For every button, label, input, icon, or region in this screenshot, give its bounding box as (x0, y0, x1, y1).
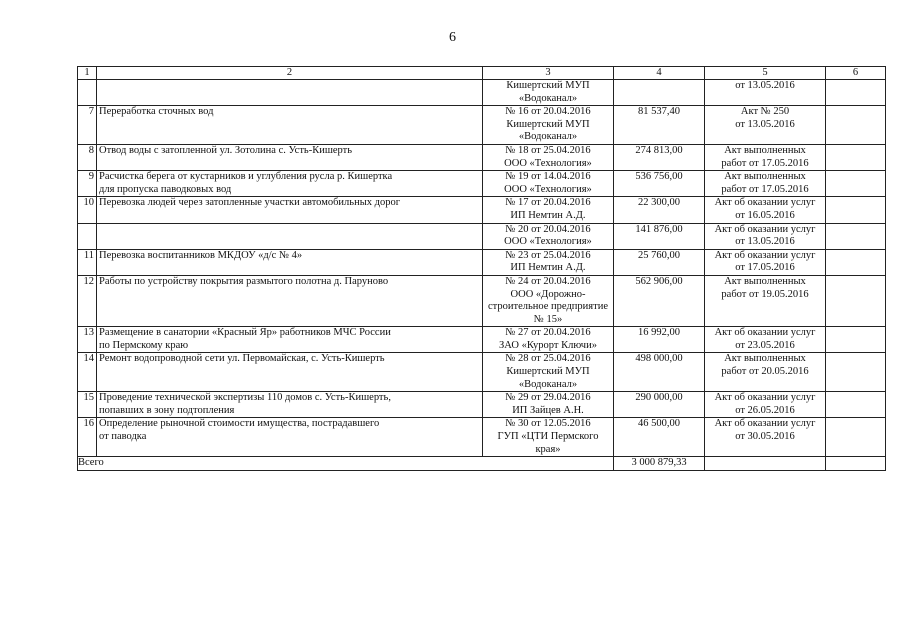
cell-line: Акт об оказании услуг (714, 249, 816, 261)
empty-cell (826, 418, 886, 457)
cell-line: Ремонт водопроводной сети ул. Первомайская, с. Усть-Кишерть (99, 353, 385, 365)
amount: 562 906,00 (614, 275, 705, 326)
work-name (97, 223, 483, 249)
row-number: 7 (78, 106, 97, 145)
cell-line: Переработка сточных вод (99, 106, 214, 118)
empty-cell (826, 275, 886, 326)
contract-details (483, 353, 614, 392)
cell-line: ООО «Технология» (504, 236, 592, 248)
work-name (97, 171, 483, 197)
cell-line: ИП Немтин А.Д. (510, 209, 586, 221)
cell-line: Определение рыночной стоимости имущества, пострадавшего (99, 418, 380, 430)
amount: 498 000,00 (614, 353, 705, 392)
act-details (705, 275, 826, 326)
contract-details (483, 327, 614, 353)
empty-cell (826, 327, 886, 353)
cell-line: «Водоканал» (518, 378, 578, 390)
cell-line: Акт об оказании услуг (714, 223, 816, 235)
table-row (78, 418, 886, 457)
empty-cell (826, 457, 886, 471)
contract-details (483, 275, 614, 326)
header-cell: 6 (826, 67, 886, 80)
amount: 25 760,00 (614, 249, 705, 275)
cell-line: № 24 от 20.04.2016 (505, 275, 591, 287)
header-cell: 1 (78, 67, 97, 80)
table-row (78, 106, 886, 145)
amount: 536 756,00 (614, 171, 705, 197)
work-name (97, 106, 483, 145)
cell-line: работ от 20.05.2016 (721, 366, 809, 378)
empty-cell (826, 106, 886, 145)
act-details (705, 392, 826, 418)
empty-cell (705, 457, 826, 471)
total-row (78, 457, 886, 471)
cell-line: Акт выполненных (724, 353, 806, 365)
table-row (78, 327, 886, 353)
amount: 16 992,00 (614, 327, 705, 353)
contract-details (483, 106, 614, 145)
cell-line: ЗАО «Курорт Ключи» (499, 339, 597, 351)
cell-line: Перевозка людей через затопленные участки автомобильных дорог (99, 197, 401, 209)
row-number: 9 (78, 171, 97, 197)
amount: 274 813,00 (614, 144, 705, 170)
amount: 22 300,00 (614, 197, 705, 223)
row-number: 8 (78, 144, 97, 170)
row-number: 12 (78, 275, 97, 326)
act-details (705, 249, 826, 275)
row-number (78, 223, 97, 249)
act-details (705, 353, 826, 392)
cell-line: работ от 17.05.2016 (721, 157, 809, 169)
cell-line: для пропуска паводковых вод (99, 183, 232, 195)
amount: 290 000,00 (614, 392, 705, 418)
cell-line: № 27 от 20.04.2016 (505, 327, 591, 339)
cell-line: ИП Немтин А.Д. (510, 262, 586, 274)
cell-line: Акт выполненных (724, 275, 806, 287)
table-row (78, 80, 886, 106)
cell-line: Акт выполненных (724, 171, 806, 183)
work-name (97, 353, 483, 392)
row-number: 13 (78, 327, 97, 353)
cell-line: Работы по устройству покрытия размытого полотна д. Паруново (99, 275, 389, 287)
cell-line: от 17.05.2016 (735, 262, 795, 274)
cell-line: Проведение технической экспертизы 110 домов с. Усть-Кишерть, (99, 392, 391, 404)
empty-cell (826, 353, 886, 392)
row-number: 14 (78, 353, 97, 392)
cell-line: № 20 от 20.04.2016 (505, 223, 591, 235)
act-details (705, 418, 826, 457)
header-cell: 4 (614, 67, 705, 80)
act-details (705, 223, 826, 249)
header-cell: 3 (483, 67, 614, 80)
amount: 141 876,00 (614, 223, 705, 249)
contract-details (483, 80, 614, 106)
contract-details (483, 223, 614, 249)
cell-line: ГУП «ЦТИ Пермского (497, 431, 599, 443)
cell-line: работ от 19.05.2016 (721, 288, 809, 300)
cell-line: ООО «Дорожно- (510, 288, 586, 300)
amount: 46 500,00 (614, 418, 705, 457)
cell-line: «Водоканал» (518, 131, 578, 143)
cell-line: ООО «Технология» (504, 183, 592, 195)
cell-line: края» (535, 443, 561, 455)
contract-details (483, 144, 614, 170)
total-amount: 3 000 879,33 (614, 457, 705, 471)
cell-line: Кишертский МУП (506, 80, 590, 91)
act-details (705, 106, 826, 145)
act-details (705, 80, 826, 106)
cell-line: работ от 17.05.2016 (721, 183, 809, 195)
cell-line: № 15» (533, 313, 563, 325)
cell-line: по Пермскому краю (99, 339, 189, 351)
cell-line: № 17 от 20.04.2016 (505, 197, 591, 209)
contract-details (483, 418, 614, 457)
cell-line: № 28 от 25.04.2016 (505, 353, 591, 365)
work-name (97, 144, 483, 170)
cell-line: от 13.05.2016 (735, 80, 795, 91)
cell-line: № 30 от 12.05.2016 (505, 418, 591, 430)
empty-cell (826, 197, 886, 223)
row-number: 15 (78, 392, 97, 418)
cell-line: Расчистка берега от кустарников и углубления русла р. Кишертка (99, 171, 393, 183)
page-number: 6 (449, 30, 456, 45)
contract-details (483, 392, 614, 418)
empty-cell (826, 171, 886, 197)
cell-line: Акт об оказании услуг (714, 418, 816, 430)
work-name (97, 80, 483, 106)
cell-line: от 26.05.2016 (735, 404, 795, 416)
table-row (78, 197, 886, 223)
cell-line: от 13.05.2016 (735, 118, 795, 130)
act-details (705, 171, 826, 197)
cell-line: № 16 от 20.04.2016 (505, 106, 591, 118)
cell-line: Акт выполненных (724, 144, 806, 156)
contract-details (483, 171, 614, 197)
amount: 81 537,40 (614, 106, 705, 145)
cell-line: строительное предприятие (488, 301, 608, 313)
empty-cell (826, 392, 886, 418)
cell-line: от 30.05.2016 (735, 431, 795, 443)
table-row (78, 249, 886, 275)
cell-line: Отвод воды с затопленной ул. Зотолина с. Усть-Кишерть (99, 144, 353, 156)
cell-line: Акт об оказании услуг (714, 327, 816, 339)
cell-line: ООО «Технология» (504, 157, 592, 169)
table-row (78, 223, 886, 249)
empty-cell (826, 249, 886, 275)
act-details (705, 197, 826, 223)
cell-line: ИП Зайцев А.Н. (512, 404, 584, 416)
table-row (78, 144, 886, 170)
cell-line: № 19 от 14.04.2016 (505, 171, 591, 183)
contract-details (483, 249, 614, 275)
cell-line: № 18 от 25.04.2016 (505, 144, 591, 156)
amount (614, 80, 705, 106)
cell-line: от 13.05.2016 (735, 236, 795, 248)
work-name (97, 197, 483, 223)
header-cell: 2 (97, 67, 483, 80)
expenses-table (77, 66, 886, 471)
cell-line: Кишертский МУП (506, 366, 590, 378)
cell-line: Кишертский МУП (506, 118, 590, 130)
work-name (97, 392, 483, 418)
row-number: 10 (78, 197, 97, 223)
work-name (97, 275, 483, 326)
row-number (78, 80, 97, 106)
cell-line: от 23.05.2016 (735, 339, 795, 351)
contract-details (483, 197, 614, 223)
cell-line: попавших в зону подтопления (99, 404, 235, 416)
empty-cell (826, 223, 886, 249)
cell-line: № 23 от 25.04.2016 (505, 249, 591, 261)
header-row (78, 67, 886, 80)
cell-line: № 29 от 29.04.2016 (505, 392, 591, 404)
cell-line: «Водоканал» (518, 92, 578, 104)
table-row (78, 275, 886, 326)
cell-line: Акт № 250 (740, 106, 790, 118)
cell-line: Акт об оказании услуг (714, 197, 816, 209)
table-row (78, 392, 886, 418)
work-name (97, 249, 483, 275)
total-label: Всего (78, 457, 614, 471)
row-number: 16 (78, 418, 97, 457)
act-details (705, 144, 826, 170)
work-name (97, 327, 483, 353)
cell-line: Перевозка воспитанников МКДОУ «д/с № 4» (99, 249, 303, 261)
table-row (78, 353, 886, 392)
work-name (97, 418, 483, 457)
cell-line: от 16.05.2016 (735, 209, 795, 221)
header-cell: 5 (705, 67, 826, 80)
empty-cell (826, 144, 886, 170)
table-row (78, 171, 886, 197)
empty-cell (826, 80, 886, 106)
cell-line: от паводка (99, 431, 147, 443)
row-number: 11 (78, 249, 97, 275)
cell-line: Акт об оказании услуг (714, 392, 816, 404)
act-details (705, 327, 826, 353)
cell-line: Размещение в санатории «Красный Яр» работников МЧС России (99, 327, 391, 339)
